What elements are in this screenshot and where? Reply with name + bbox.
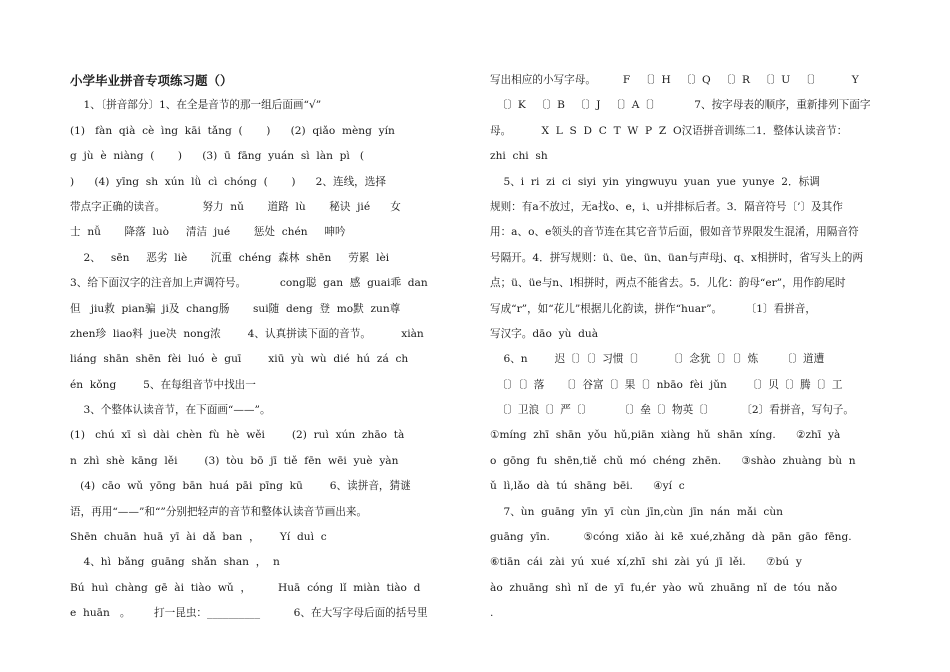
left-line-15: (1) chú xī sì dài chèn fù hè wěi (2) ruì xún zhāo tà	[70, 429, 405, 442]
right-line-19: guāng yīn. ⑤cóng xiǎo ài kē xué,zhǎng dà pān gāo fēng.	[490, 531, 852, 544]
right-line-13: 〔〕〔〕落 〔〕谷富〔〕果〔〕nbāo fèi jǔn 〔〕贝〔〕腾〔〕工	[490, 378, 843, 391]
right-line-6: 规则：有a不放过，无a找o、e，i、u并排标后者。3．隔音符号〔’〕及其作	[490, 200, 843, 213]
left-line-6: 带点字正确的读音。 努力 nǔ 道路 lù 秘诀 jié 女	[70, 200, 401, 213]
left-line-7: 士 nǚ 降落 luò 清洁 jué 惩处 chén 呻吟	[70, 226, 346, 239]
left-line-13: én kǒng 5、在每组音节中找出一	[70, 378, 256, 391]
right-line-4: zhi chi sh	[490, 150, 548, 163]
right-line-17: ǔ lì,lǎo dà tú shāng bēi. ④yí c	[490, 480, 685, 493]
left-line-8: 2、 sēn 恶劣 liè 沉重 chéng 森林 shēn 劳累 lèi	[70, 251, 390, 264]
left-line-17: (4) cāo wǔ yōng bān huá pāi pīng kū 6、读拼音，猜谜	[70, 480, 411, 493]
right-column	[490, 68, 886, 627]
right-line-8: 号隔开。4．拼写规则：ü、üe、ün、üan与声母j、q、x相拼时，省写头上的两	[490, 251, 863, 264]
right-line-21: ào zhuāng shì nǐ de yī fu,ér yào wǔ zhuāng nǐ de tóu nǎo	[490, 581, 838, 594]
left-line-16: n zhì shè kāng lěi (3) tòu bō jī tiě fēn wēi yuè yàn	[70, 454, 399, 467]
left-line-18: 语，再用“——”和“”分别把轻声的音节和整体认读音节画出来。	[70, 505, 368, 518]
right-line-14: 〔〕卫浪〔〕严〔〕 〔〕垒〔〕物英〔〕 〔2〕看拼音，写句子。	[490, 404, 854, 417]
left-line-12: liáng shān shēn fèi luó è guī xiū yù wù dié hú zá ch	[70, 353, 409, 366]
left-line-9: 3、给下面汉字的注音加上声调符号。 cong聪 gan 感 guai乖 dan	[70, 277, 428, 290]
right-line-9: 点；ü、üe与n、l相拼时，两点不能省去。5．儿化：韵母“er”，用作韵尾时	[490, 277, 846, 290]
left-line-5: ) (4) yīng sh xún lǜ cì chóng ( ) 2、连线，选择	[70, 175, 386, 188]
left-line-11: zhen珍 liao料 jue决 nong浓 4、认真拼读下面的音节。 xiàn	[70, 327, 424, 340]
right-line-10: 写成“r”，如“花儿”根据儿化韵读，拼作“huar”。 〔1〕看拼音，	[490, 302, 816, 315]
right-line-20: ⑥tiān cái zài yú xué xí,zhī shi zài yú jī lěi. ⑦bú y	[490, 556, 802, 569]
right-line-1: 写出相应的小写字母。 F 〔〕H 〔〕Q 〔〕R 〔〕U 〔〕 Y	[490, 74, 859, 86]
right-line-3: 母。 X L S D C T W P Z O汉语拼音训练二1．整体认读音节：	[490, 124, 848, 137]
left-line-3: (1) fàn qià cè ìng kāi tǎng ( ) (2) qiǎo mèng yín	[70, 124, 395, 137]
left-line-20: 4、hì bǎng guāng shǎn shan ， n	[70, 556, 280, 569]
right-line-12: 6、n 迟〔〕〔〕习惯〔〕 〔〕念犹〔〕〔〕炼 〔〕道遭	[490, 353, 825, 366]
left-line-4: g jù è niàng ( ) (3) ū fāng yuán sì làn pì (	[70, 150, 365, 163]
right-line-2: 〔〕K 〔〕B 〔〕J 〔〕A〔〕 7、按字母表的顺序，重新排列下面字	[490, 99, 871, 112]
right-line-18: 7、ùn guāng yīn yī cùn jīn,cùn jīn nán mǎi cùn	[490, 505, 783, 518]
right-line-22: .	[490, 607, 494, 620]
right-line-7: 用：a、o、e领头的音节连在其它音节后面，假如音节界限发生混淆，用隔音符	[490, 226, 859, 239]
right-line-15: ①míng zhī shān yǒu hǔ,piān xiàng hǔ shān xíng. ②zhī yà	[490, 429, 841, 442]
left-column	[70, 68, 462, 627]
left-line-21: Bú huì chàng gē ài tiào wǔ ， Huā cóng lǐ miàn tiào d	[70, 581, 421, 594]
right-line-11: 写汉字。dāo yù duà	[490, 327, 599, 340]
page-title: 小学毕业拼音专项练习题（）	[70, 73, 233, 88]
left-line-2: 1、〔拼音部分〕1、在全是音节的那一组后面画“√”	[70, 99, 322, 112]
left-line-19: Shēn chuān huā yī ài dǎ ban ， Yí duì c	[70, 531, 327, 544]
left-line-14: 3、个整体认读音节，在下面画“——”。	[70, 404, 271, 417]
left-line-22: e huān 。 打一昆虫：__________ 6、在大写字母后面的括号里	[70, 607, 428, 620]
right-line-16: o gōng fu shēn,tiě chǔ mó chéng zhēn. ③shào zhuàng bù n	[490, 454, 856, 467]
right-line-5: 5、i ri zi ci siyi yin yingwuyu yuan yue yunye 2．标调	[490, 175, 820, 188]
left-line-10: 但 jiu救 pian骗 ji及 chang肠 sui随 deng 登 mo默 zun尊	[70, 302, 401, 315]
